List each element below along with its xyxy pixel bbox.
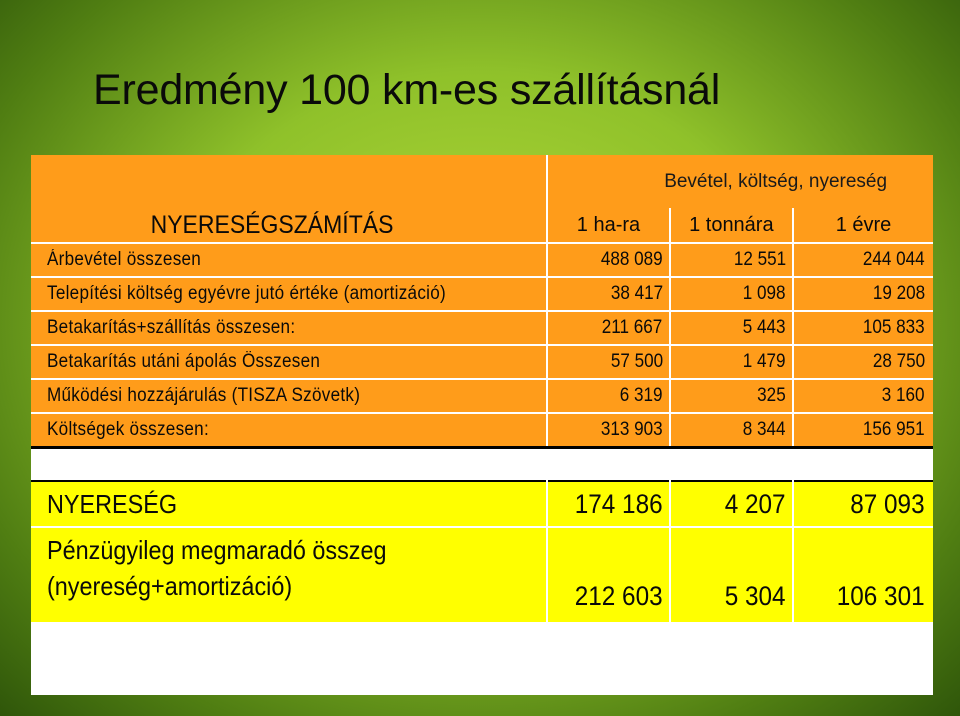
cell-value: 38 417 xyxy=(610,283,663,304)
remaining-value: 106 301 xyxy=(837,581,925,611)
table-row xyxy=(31,379,933,413)
cell-value: 313 903 xyxy=(600,419,663,440)
table-row-total-costs xyxy=(31,413,933,448)
table-row xyxy=(31,311,933,345)
column-header-per-hectare: 1 ha-ra xyxy=(547,208,669,243)
cell-value: 57 500 xyxy=(610,351,663,372)
table-row-remaining xyxy=(31,527,933,622)
header-blank-cell xyxy=(31,155,547,208)
cell-value: 5 443 xyxy=(743,317,786,338)
profit-value: 87 093 xyxy=(850,488,925,519)
row-label: Árbevétel összesen xyxy=(47,249,202,270)
slide-title: Eredmény 100 km-es szállításnál xyxy=(93,66,721,114)
cell-value: 28 750 xyxy=(872,351,925,372)
table-header-row xyxy=(31,155,933,208)
cell-value: 244 044 xyxy=(863,249,925,270)
table-row-profit xyxy=(31,481,933,527)
cell-value: 1 098 xyxy=(743,283,786,304)
row-label: Működési hozzájárulás (TISZA Szövetk) xyxy=(47,385,361,406)
table-row xyxy=(31,345,933,379)
cell-value: 6 319 xyxy=(619,385,663,406)
column-header-row xyxy=(31,208,933,243)
profit-label: NYERESÉG xyxy=(47,488,178,519)
cell-value: 325 xyxy=(757,385,786,406)
remaining-label-line2: (nyereség+amortizáció) xyxy=(47,571,293,601)
row-label: Betakarítás+szállítás összesen: xyxy=(47,317,296,338)
profit-value: 4 207 xyxy=(725,488,786,519)
cell-value: 12 551 xyxy=(733,249,786,270)
group-header: Bevétel, költség, nyereség xyxy=(547,155,933,208)
section-title: NYERESÉGSZÁMÍTÁS xyxy=(150,210,394,239)
cell-value: 105 833 xyxy=(863,317,925,338)
cell-value: 8 344 xyxy=(743,419,786,440)
profit-value: 174 186 xyxy=(574,488,663,519)
row-label: Költségek összesen: xyxy=(47,419,209,440)
remaining-value: 212 603 xyxy=(574,581,663,611)
row-label: Telepítési költség egyévre jutó értéke (amortizáció) xyxy=(47,283,446,304)
table-row xyxy=(31,243,933,277)
remaining-label-line1: Pénzügyileg megmaradó összeg xyxy=(47,535,387,565)
column-header-per-ton: 1 tonnára xyxy=(670,208,793,243)
cell-value: 488 089 xyxy=(600,249,663,270)
cell-value: 211 667 xyxy=(602,317,663,338)
column-header-per-year: 1 évre xyxy=(793,208,933,243)
row-label: Betakarítás utáni ápolás Összesen xyxy=(47,351,321,372)
spacer-row xyxy=(31,448,933,482)
cell-value: 19 208 xyxy=(872,283,925,304)
cell-value: 156 951 xyxy=(863,419,925,440)
section-title-cell xyxy=(31,208,547,243)
remaining-value: 5 304 xyxy=(725,581,786,611)
cell-value: 3 160 xyxy=(882,385,925,406)
table-row xyxy=(31,277,933,311)
profit-table xyxy=(31,155,933,622)
cell-value: 1 479 xyxy=(743,351,786,372)
results-panel xyxy=(31,155,933,695)
